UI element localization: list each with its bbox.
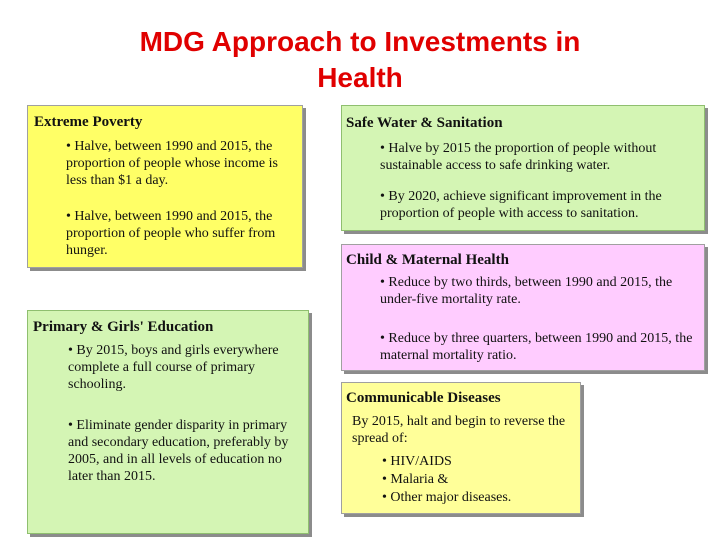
diseases-item-1: • HIV/AIDS [382,454,452,469]
diseases-heading: Communicable Diseases [346,390,501,406]
maternal-heading: Child & Maternal Health [346,252,509,268]
water-bullet-1: • Halve by 2015 the proportion of people without sustainable access to safe drinking water. [380,141,657,173]
diseases-item-3: • Other major diseases. [382,490,512,505]
extreme-poverty-heading: Extreme Poverty [34,114,143,130]
education-bullet-1: • By 2015, boys and girls everywhere complete a full course of primary schooling. [68,343,279,392]
water-heading: Safe Water & Sanitation [346,115,503,131]
diseases-item-2: • Malaria & [382,472,449,487]
page-title [0,24,720,96]
extreme-poverty-bullet-1: • Halve, between 1990 and 2015, the proportion of people whose income is less than $1 a day. [66,139,278,188]
page-title-line2: Health [317,62,403,93]
extreme-poverty-bullet-2: • Halve, between 1990 and 2015, the proportion of people who suffer from hunger. [66,209,276,258]
diseases-intro: By 2015, halt and begin to reverse the spread of: [352,414,566,446]
maternal-bullet-1: • Reduce by two thirds, between 1990 and 2015, the under-five mortality rate. [380,275,673,307]
education-bullet-2: • Eliminate gender disparity in primary and secondary education, preferably by 2005, and in all levels of education no later than 2015. [68,418,289,484]
education-heading: Primary & Girls' Education [33,319,214,335]
water-bullet-2: • By 2020, achieve significant improvement in the proportion of people with access to sanitation. [380,189,662,221]
maternal-bullet-2: • Reduce by three quarters, between 1990 and 2015, the maternal mortality ratio. [380,331,693,363]
page-title-line1: MDG Approach to Investments in [139,26,581,57]
